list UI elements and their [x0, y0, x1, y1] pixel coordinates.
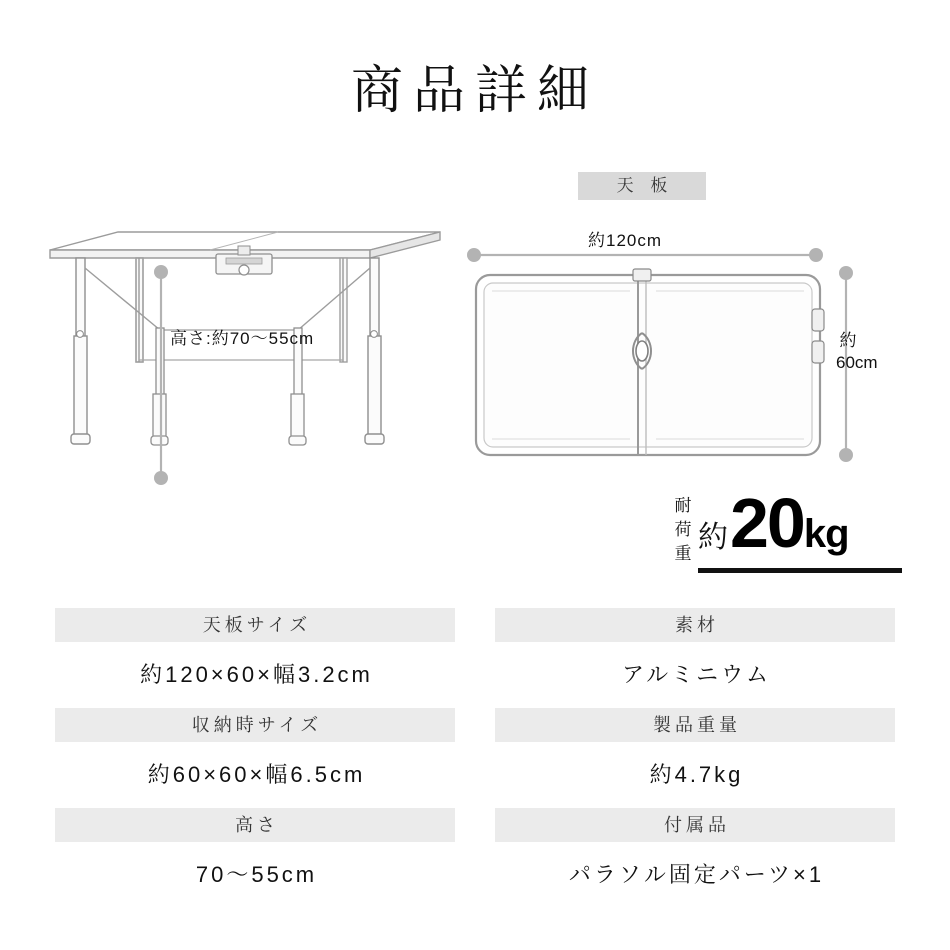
spec-header-tabletop-size: 天板サイズ: [55, 608, 455, 642]
folded-table-top-view-illustration: [460, 165, 930, 475]
spec-row: [55, 808, 455, 908]
spec-header-product-weight: 製品重量: [495, 708, 895, 742]
spec-row: [55, 608, 455, 708]
spec-table: [55, 608, 895, 908]
spec-value-height: 70〜55cm: [195, 862, 318, 887]
load-capacity-number: 20: [730, 484, 804, 562]
spec-value-accessories: パラソル固定パーツ×1: [568, 862, 825, 887]
spec-column-gap: [455, 708, 495, 808]
load-capacity-label: 耐荷重: [674, 496, 692, 563]
spec-row: [55, 708, 455, 808]
tabletop-depth-label: 約60cm: [836, 331, 878, 372]
load-capacity-underline: [698, 568, 902, 573]
spec-row: [495, 708, 895, 808]
spec-row: [495, 808, 895, 908]
spec-header-accessories: 付属品: [495, 808, 895, 842]
load-capacity-value: [698, 484, 849, 566]
load-capacity-block: [672, 484, 902, 572]
load-capacity-unit: kg: [803, 512, 849, 556]
spec-value-material: アルミニウム: [622, 662, 771, 687]
height-dimension-marker: [152, 265, 170, 485]
spec-value-tabletop-size: 約120×60×幅3.2cm: [140, 662, 373, 687]
height-dimension-label: 高さ:約70〜55cm: [170, 329, 315, 348]
page-title: 商品詳細: [350, 63, 599, 120]
tabletop-chip-label: 天 板: [578, 172, 706, 200]
spec-value-product-weight: 約4.7kg: [649, 762, 744, 787]
folding-table-perspective-illustration: [40, 210, 450, 490]
spec-column-gap: [455, 808, 495, 908]
load-capacity-approx: 約: [698, 521, 728, 554]
spec-header-material: 素材: [495, 608, 895, 642]
spec-header-folded-size: 収納時サイズ: [55, 708, 455, 742]
spec-column-gap: [455, 608, 495, 708]
spec-value-folded-size: 約60×60×幅6.5cm: [147, 762, 366, 787]
spec-header-height: 高さ: [55, 808, 455, 842]
tabletop-width-label: 約120cm: [588, 231, 663, 250]
spec-row: [495, 608, 895, 708]
